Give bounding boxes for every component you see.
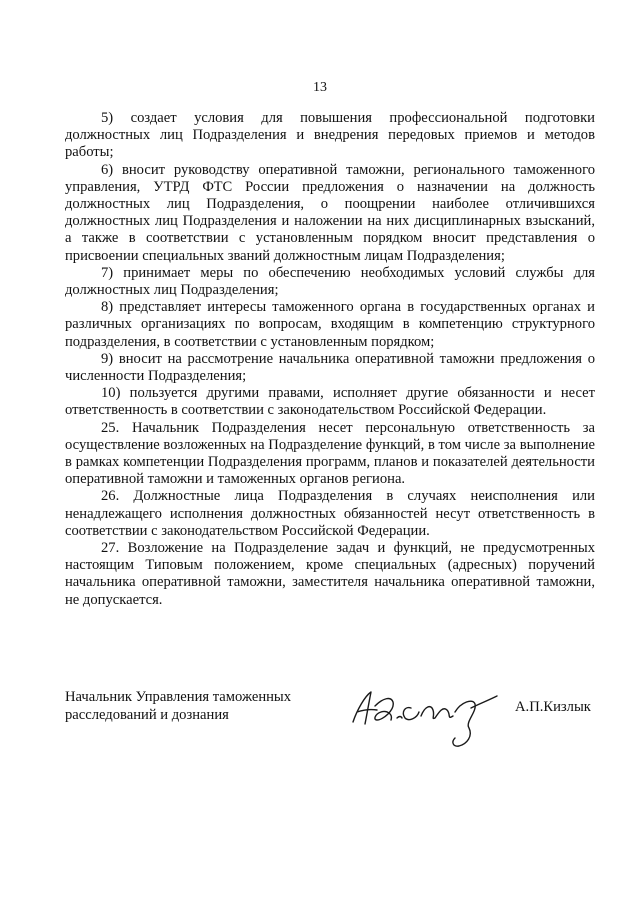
paragraph-clause-25: 25. Начальник Подразделения несет персональную ответственность за осуществление возложенных на Подразделение функций, в том числе за выполнение в рамках компетенции Подразделения программ, планов и показателей деятельности оперативной таможни и таможенных органов региона. xyxy=(65,419,595,488)
paragraph-clause-27: 27. Возложение на Подразделение задач и функций, не предусмотренных настоящим Типовым положением, кроме специальных (адресных) поручений начальника оперативной таможни, заместителя начальника оперативной таможни, не допускается. xyxy=(65,540,595,608)
signature-block xyxy=(65,688,595,768)
paragraph-item-10: 10) пользуется другими правами, исполняет другие обязанности и несет ответственность в соответствии с законодательством Российской Федерации. xyxy=(65,385,595,419)
page-number: 13 xyxy=(313,80,327,95)
signatory-position xyxy=(65,688,325,724)
signatory-position-line-2: расследований и дознания xyxy=(65,707,229,723)
handwritten-signature xyxy=(347,682,517,752)
paragraph-item-7: 7) принимает меры по обеспечению необходимых условий службы для должностных лиц Подразделения; xyxy=(65,264,595,299)
signatory-position-line-1: Начальник Управления таможенных xyxy=(65,689,292,705)
paragraph-item-6: 6) вносит руководству оперативной таможни, регионального таможенного управления, УТРД ФТС России предложения о назначении на должность должностных лиц Подразделения, о поощрении наиболее отличившихся должностных лиц Подразделения и наложении на них дисциплинарных взысканий, а также в соответствии с установленным порядком вносит представления о присвоении специальных званий должностным лицам Подразделения; xyxy=(65,161,595,264)
paragraph-item-9: 9) вносит на рассмотрение начальника оперативной таможни предложения о численности Подразделения; xyxy=(65,350,595,385)
paragraph-clause-26: 26. Должностные лица Подразделения в случаях неисполнения или ненадлежащего исполнения должностных обязанностей несут ответственность в соответствии с законодательством Российской Федерации. xyxy=(65,488,595,539)
paragraph-item-8: 8) представляет интересы таможенного органа в государственных органах и различных организациях по вопросам, входящим в компетенцию структурного подразделения, в соответствии с установленным порядком; xyxy=(65,299,595,350)
paragraph-item-5: 5) создает условия для повышения профессиональной подготовки должностных лиц Подразделения и внедрения передовых приемов и методов работы; xyxy=(65,110,595,161)
signatory-name: А.П.Кизлык xyxy=(515,699,591,715)
document-body xyxy=(65,110,595,609)
